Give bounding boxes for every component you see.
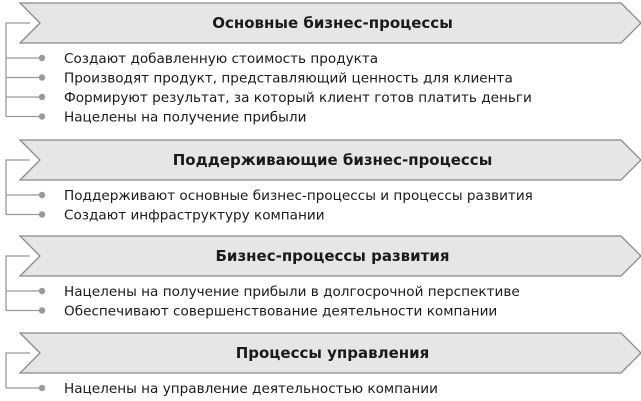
group-connector (6, 256, 30, 311)
bullet-icon (39, 288, 45, 294)
item-text: Создают инфраструктуру компании (64, 207, 325, 224)
bullet-icon (39, 94, 45, 100)
process-group (6, 3, 641, 126)
group-title: Процессы управления (235, 344, 430, 362)
list-item (6, 304, 497, 320)
group-connector (6, 160, 30, 215)
list-item (6, 188, 533, 204)
item-text: Создают добавленную стоимость продукта (64, 51, 379, 67)
item-text: Нацелены на управление деятельностью компании (64, 381, 438, 397)
item-text: Обеспечивают совершенствование деятельности компании (64, 303, 498, 320)
list-item (6, 284, 520, 300)
bullet-icon (39, 211, 45, 217)
bullet-icon (39, 385, 45, 391)
process-group (6, 333, 641, 397)
item-text: Формируют результат, за который клиент готов платить деньги (64, 90, 532, 106)
item-text: Нацелены на получение прибыли в долгосрочной перспективе (64, 284, 520, 300)
list-item (6, 208, 325, 224)
list-item (6, 110, 306, 126)
group-title: Основные бизнес-процессы (212, 14, 453, 32)
item-text: Нацелены на получение прибыли (64, 109, 307, 126)
list-item (6, 90, 532, 106)
bullet-icon (39, 113, 45, 119)
process-group (6, 140, 641, 224)
group-title: Поддерживающие бизнес-процессы (172, 151, 493, 169)
group-title: Бизнес-процессы развития (215, 247, 450, 265)
bullet-icon (39, 74, 45, 80)
item-text: Поддерживают основные бизнес-процессы и процессы развития (64, 188, 533, 204)
bullet-icon (39, 307, 45, 313)
list-item (6, 381, 438, 397)
list-item (6, 51, 378, 67)
bullet-icon (39, 55, 45, 61)
list-item (6, 71, 513, 87)
item-text: Производят продукт, представляющий ценность для клиента (64, 70, 513, 87)
bullet-icon (39, 192, 45, 198)
process-group (6, 236, 641, 320)
